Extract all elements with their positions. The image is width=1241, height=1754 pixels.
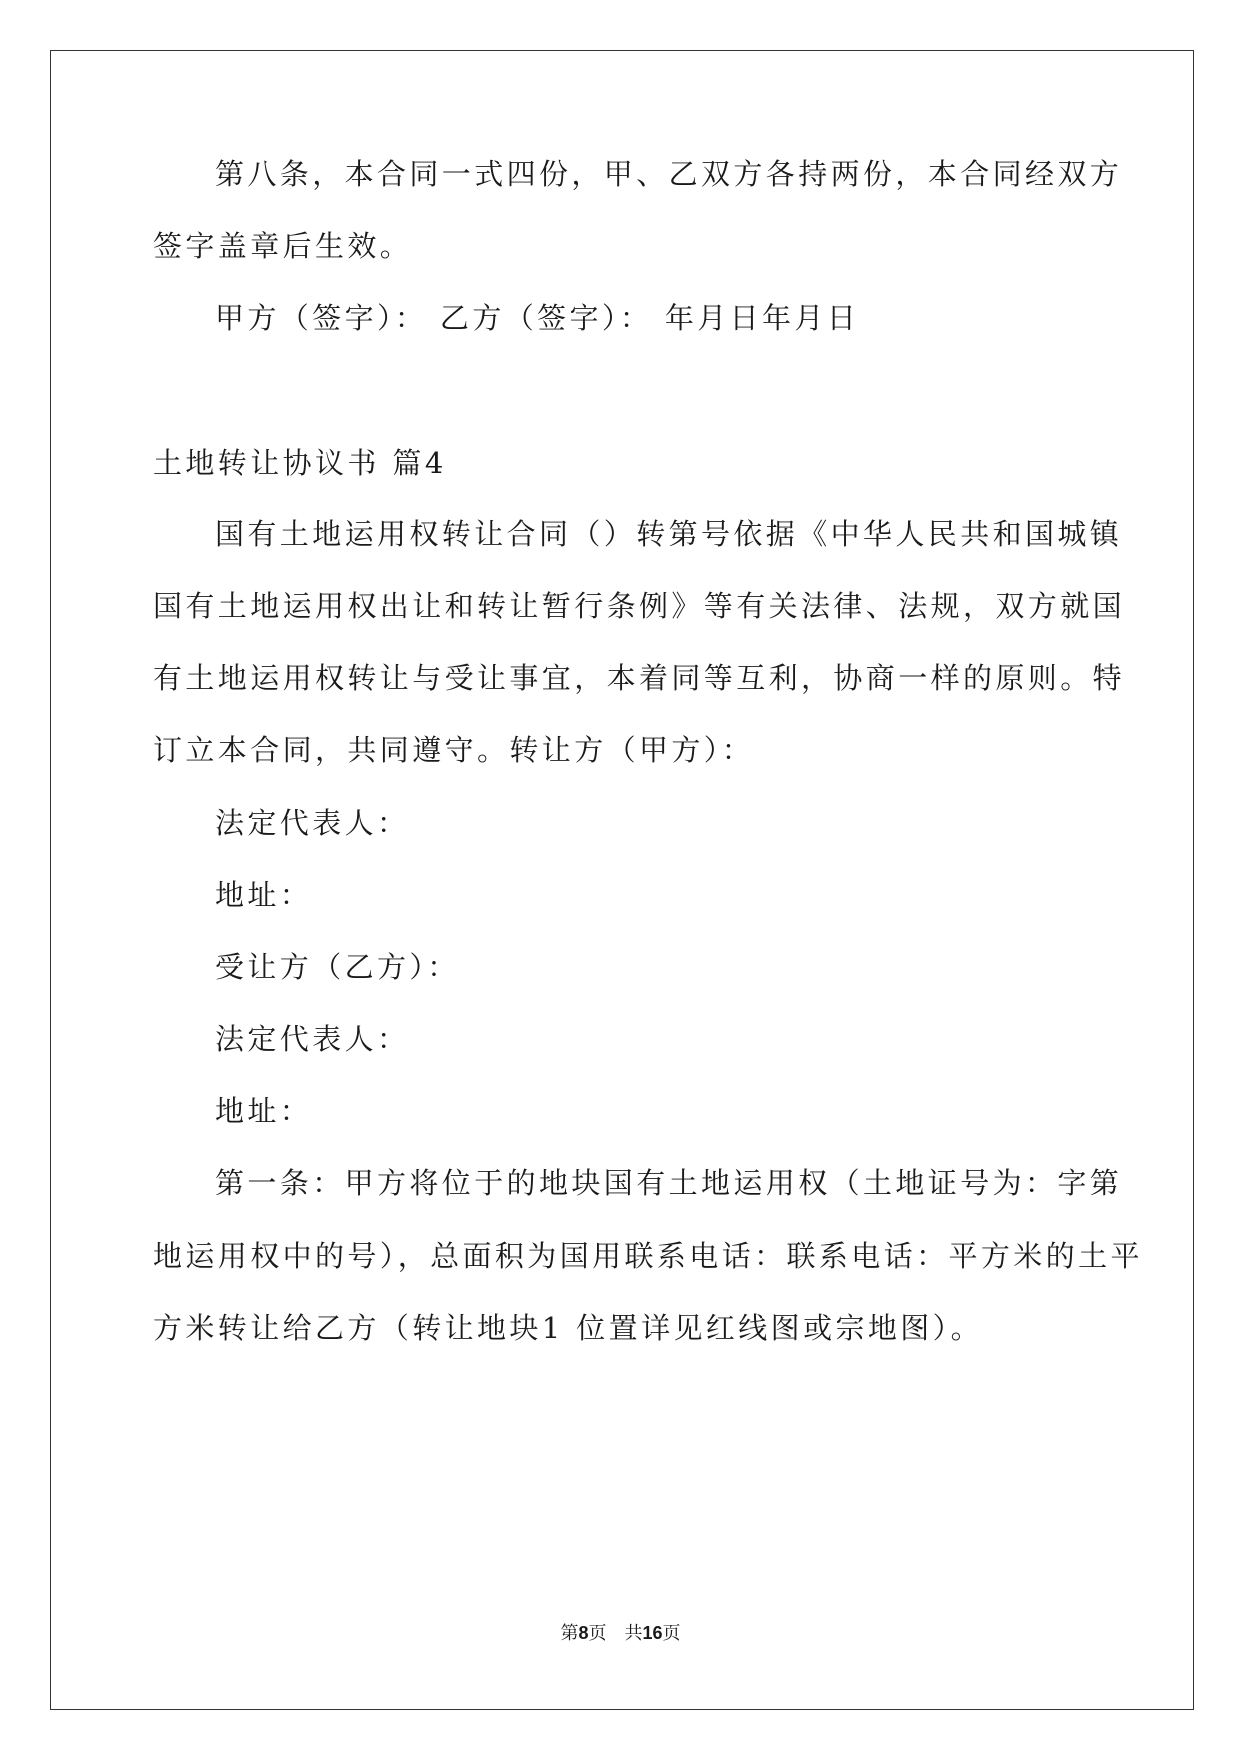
article1-line-1: 第一条：甲方将位于的地块国有土地运用权（土地证号为：字第 bbox=[215, 1166, 1123, 1200]
party-a-representative: 法定代表人： bbox=[215, 806, 410, 840]
article8-line-2: 签字盖章后生效。 bbox=[153, 229, 413, 263]
signature-line: 甲方（签字）： 乙方（签字）： 年月日年月日 bbox=[215, 301, 860, 335]
party-b-address: 地址： bbox=[215, 1094, 313, 1128]
total-pages-number: 16 bbox=[642, 1623, 663, 1643]
page-number-footer bbox=[0, 1624, 1241, 1643]
preamble-line-4: 订立本合同，共同遵守。转让方（甲方）： bbox=[153, 733, 755, 767]
footer-suffix: 页 bbox=[662, 1623, 681, 1644]
party-a-address: 地址： bbox=[215, 878, 313, 912]
footer-prefix: 第 bbox=[560, 1623, 579, 1644]
footer-mid: 页 共 bbox=[588, 1623, 643, 1644]
current-page-number: 8 bbox=[578, 1623, 589, 1643]
article1-line-2: 地运用权中的号），总面积为国用联系电话：联系电话：平方米的土平 bbox=[153, 1239, 1143, 1273]
party-b-label: 受让方（乙方）： bbox=[215, 950, 460, 984]
section-title: 土地转让协议书 篇4 bbox=[153, 446, 447, 480]
party-b-representative: 法定代表人： bbox=[215, 1022, 410, 1056]
preamble-line-2: 国有土地运用权出让和转让暂行条例》等有关法律、法规，双方就国 bbox=[153, 589, 1126, 623]
preamble-line-3: 有土地运用权转让与受让事宜，本着同等互利，协商一样的原则。特 bbox=[153, 661, 1126, 695]
article1-line-3: 方米转让给乙方（转让地块1 位置详见红线图或宗地图）。 bbox=[153, 1311, 983, 1345]
article8-line-1: 第八条，本合同一式四份，甲、乙双方各持两份，本合同经双方 bbox=[215, 157, 1123, 191]
preamble-line-1: 国有土地运用权转让合同（）转第号依据《中华人民共和国城镇 bbox=[215, 517, 1123, 551]
